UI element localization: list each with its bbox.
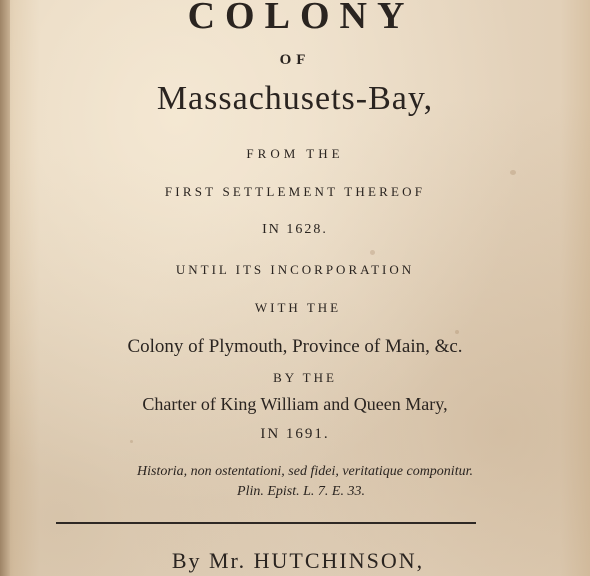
line-from-the: FROM THE	[246, 146, 344, 161]
line-first-settlement: FIRST SETTLEMENT THEREOF	[164, 184, 426, 199]
foxing-spot	[510, 170, 516, 175]
title-colony: COLONY	[187, 0, 415, 37]
line-by-the: BY THE	[273, 370, 337, 385]
title-massachusets-bay: Massachusets-Bay,	[156, 80, 434, 117]
horizontal-rule	[56, 522, 476, 524]
epigraph-line-1: Historia, non ostentationi, sed fidei, veritatique componitur.	[137, 464, 473, 479]
line-author: By Mr. HUTCHINSON,	[171, 548, 425, 573]
title-of: OF	[279, 52, 311, 68]
line-with-the: WITH THE	[254, 300, 342, 315]
line-in-1691: IN 1691.	[260, 426, 330, 442]
epigraph-line-2: Plin. Epist. L. 7. E. 33.	[237, 484, 365, 499]
foxing-spot	[370, 250, 375, 255]
line-charter: Charter of King William and Queen Mary,	[142, 394, 448, 414]
foxing-spot	[455, 330, 459, 334]
line-until-incorporation: UNTIL ITS INCORPORATION	[175, 262, 415, 277]
line-in-1628: IN 1628.	[262, 222, 328, 237]
line-colony-of-plymouth: Colony of Plymouth, Province of Main, &c.	[127, 336, 463, 357]
